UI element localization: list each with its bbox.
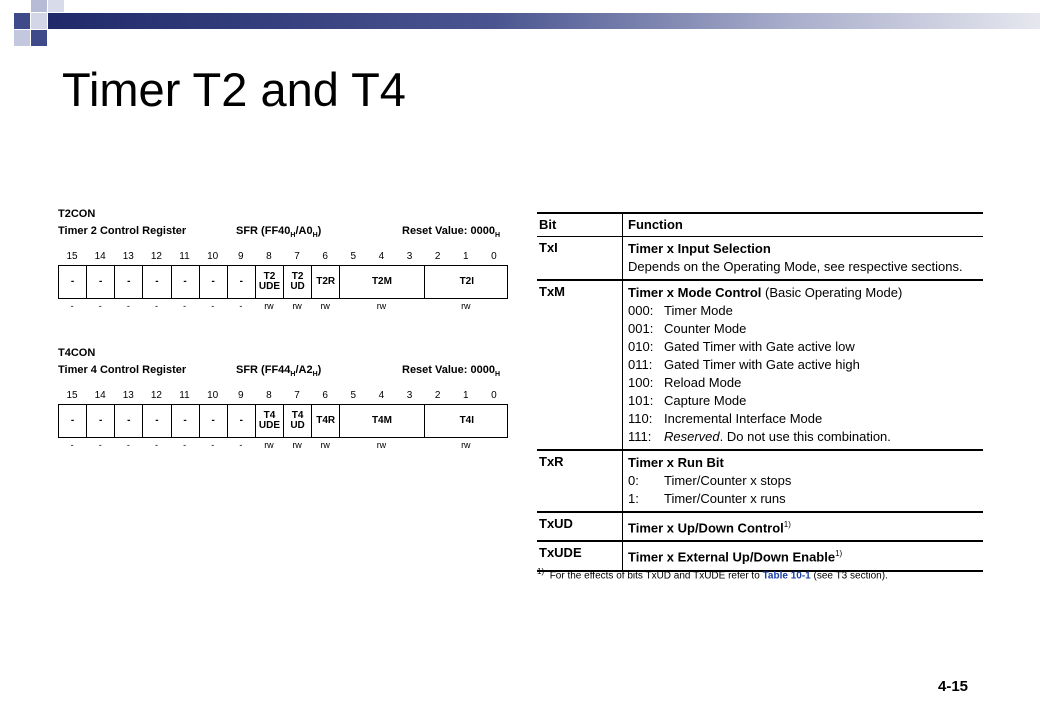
bit-number-row [58,251,508,263]
slide-title: Timer T2 and T4 [62,63,406,116]
page-number: 4-15 [938,678,969,695]
access-type: - [211,440,215,450]
access-type: - [70,440,74,450]
reserved-bit: - [200,405,228,437]
bit-number: 9 [237,390,244,401]
list-item: 1: Timer/Counter x runs [628,491,786,506]
bit-number: 5 [350,390,357,401]
bit-number: 11 [179,390,190,401]
access-type: rw [320,301,330,311]
reserved-bit: - [200,266,228,298]
register-name: T2CON [58,208,96,220]
bit-txm: TxM [539,284,565,299]
list-item: 100: Reload Mode [628,375,742,390]
corner-square-dark [14,13,30,29]
bit-number: 13 [122,390,134,401]
access-type: rw [264,440,274,450]
footnote-ref: 1) [835,549,843,559]
access-type: - [239,440,243,450]
bit-number: 6 [322,251,328,262]
register-name: T4CON [58,347,96,359]
txude-title: Timer x External Up/Down Enable [628,549,836,565]
bit-number: 12 [150,251,162,262]
bit-number: 14 [94,390,106,401]
register-reset-value: Reset Value: $0000_H$ [402,364,501,379]
bit-number: 3 [406,251,413,262]
register-field-box [58,265,508,299]
access-type: - [126,301,130,311]
reserved-bit: - [115,405,143,437]
reserved-bit: - [87,405,115,437]
access-type: rw [376,440,387,450]
access-type: - [70,301,74,311]
list-item: 0: Timer/Counter x stops [628,473,792,488]
bit-txi: TxI [539,240,558,255]
header-bit: Bit [539,217,557,232]
field-i: T4I [459,415,475,426]
bit-number: 0 [491,390,497,401]
access-type: - [126,440,130,450]
list-item: 011: Gated Timer with Gate active high [628,357,860,372]
reserved-bit: - [115,266,143,298]
bit-number: 15 [66,251,78,262]
register-t4con [58,347,510,457]
access-type: - [98,301,102,311]
bit-number: 10 [207,390,219,401]
txi-text: Depends on the Operating Mode, see respective sections. [628,259,963,274]
table-reference-link[interactable]: Table 10-1 [762,570,811,582]
field-r: T4R [312,405,340,437]
bit-number: 8 [266,251,272,262]
reserved-bit: - [59,405,87,437]
header-function: Function [628,217,683,232]
bit-number: 0 [491,251,497,262]
bit-number: 1 [462,390,469,401]
bit-number: 8 [266,390,272,401]
reserved-bit: - [172,405,200,437]
bit-number: 14 [94,251,106,262]
txr-title: Timer x Run Bit [628,455,724,470]
field-ude: T2 UDE [256,266,284,298]
register-description: Timer 4 Control Register [58,364,187,376]
access-row [58,301,508,313]
bit-number: 6 [322,390,328,401]
bit-number: 2 [434,390,441,401]
txm-title-suffix: (Basic Operating Mode) [761,285,903,300]
bit-number: 13 [122,251,134,262]
bit-txud: TxUD [539,516,573,531]
register-t2con [58,208,510,318]
access-type: rw [376,301,387,311]
bit-txude: TxUDE [539,545,582,561]
table-row-txm [537,281,983,451]
list-item: 000: Timer Mode [628,303,733,318]
list-item: 110: Incremental Interface Mode [628,411,823,426]
bit-number: 3 [406,390,413,401]
register-field-box [58,404,508,438]
header-bar [48,13,1040,29]
reserved-bit: - [143,266,171,298]
bit-number-row [58,390,508,402]
reserved-bit: - [228,266,256,298]
list-item: 101: Capture Mode [628,393,747,408]
access-type: - [239,301,243,311]
access-type: - [154,301,158,311]
bit-number: 11 [179,251,190,262]
access-type: rw [461,440,471,450]
access-type: rw [461,301,471,311]
bit-number: 15 [66,390,78,401]
field-m: T4M [340,405,424,437]
list-item: 010: Gated Timer with Gate active low [628,339,855,354]
register-reset-value: Reset Value: $0000_H$ [402,225,501,240]
register-sfr: SFR $(FF44_H/A2_H)$ [236,364,322,379]
bit-txr: TxR [539,454,564,469]
table-row-txud [537,513,983,542]
txi-title: Timer x Input Selection [628,241,771,256]
table-header-row [537,214,983,237]
corner-square-light [48,0,64,12]
bit-number: 9 [237,251,244,262]
footnote-ref: 1) [783,520,791,529]
bit-function-table [537,212,983,572]
bit-number: 4 [378,390,385,401]
reserved-bit: - [228,405,256,437]
list-item: 111: Reserved. Do not use this combination. [628,429,891,444]
register-description: Timer 2 Control Register [58,225,187,237]
access-row [58,440,508,452]
field-ude: T4 UDE [256,405,284,437]
reserved-bit: - [172,266,200,298]
reserved-bit: - [59,266,87,298]
table-row-txi [537,237,983,281]
bit-number: 5 [350,251,357,262]
access-type: rw [292,440,302,450]
access-type: rw [292,301,302,311]
access-type: rw [320,440,330,450]
access-type: - [183,301,187,311]
bit-number: 1 [462,251,469,262]
reserved-bit: - [87,266,115,298]
access-type: - [98,440,102,450]
corner-square-dark [31,30,47,46]
access-type: rw [264,301,274,311]
field-r: T2R [312,266,340,298]
table-row-txr [537,451,983,513]
bit-number: 12 [150,390,162,401]
field-ud: T4 UD [284,405,312,437]
corner-square-light [31,0,47,12]
bit-number: 7 [294,390,300,401]
table-footnote: $^{1)}$ For the effects of bits TxUD and TxUDE refer to Table 10-1 (see T3 section). [537,567,888,582]
access-type: - [154,440,158,450]
txud-title: Timer x Up/Down Control [628,520,784,536]
bit-number: 7 [294,251,300,262]
txr-state-list [628,472,983,508]
corner-square-light [31,13,47,29]
bit-number: 2 [434,251,441,262]
access-type: - [183,440,187,450]
field-i: T2I [459,276,475,287]
corner-square-light [14,30,30,46]
field-ud: T2 UD [284,266,312,298]
txm-mode-list [628,302,983,428]
access-type: - [211,301,215,311]
txm-title: Timer x Mode Control [628,285,762,300]
bit-number: 10 [207,251,219,262]
bit-number: 4 [378,251,385,262]
list-item: 001: Counter Mode [628,321,747,336]
reserved-bit: - [143,405,171,437]
field-m: T2M [340,266,424,298]
register-sfr: SFR $(FF40_H/A0_H)$ [236,225,322,240]
